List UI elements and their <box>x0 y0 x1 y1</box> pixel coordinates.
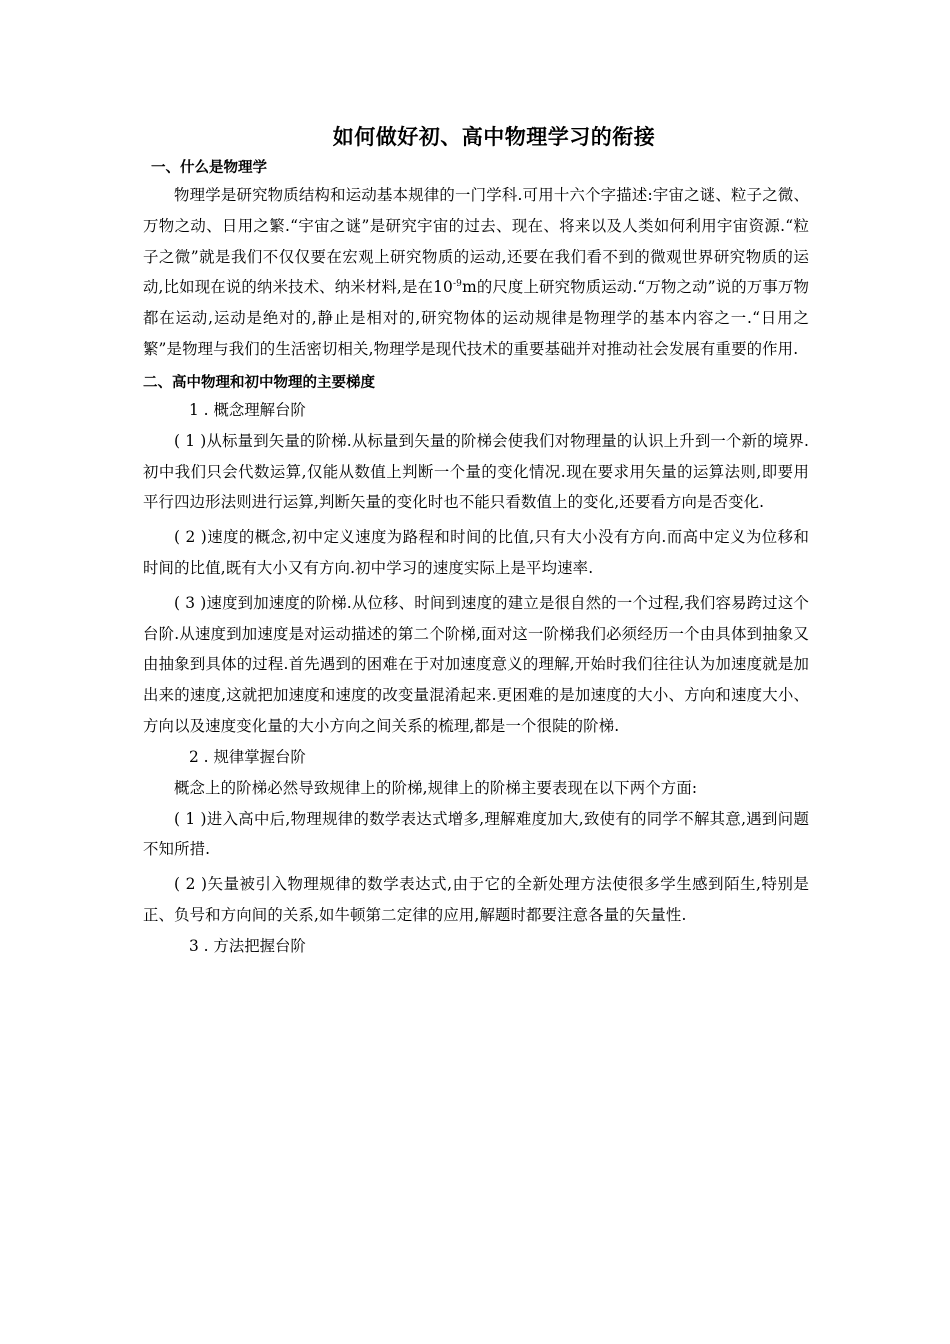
subheading-law-step: 2 . 规律掌握台阶 <box>189 747 306 766</box>
paragraph-velocity-concept: ( 2 )速度的概念,初中定义速度为路程和时间的比值,只有大小没有方向.而高中定义为位移和时间的比值,既有大小又有方向.初中学习的速度实际上是平均速率. <box>143 528 809 577</box>
exponent: -9 <box>452 279 463 290</box>
document-page <box>143 118 809 962</box>
paragraph-law-point-1: ( 1 )进入高中后,物理规律的数学表达式增多,理解难度加大,致使有的同学不解其意,遇到问题不知所措. <box>143 809 809 859</box>
paragraph-law-intro: 概念上的阶梯必然导致规律上的阶梯,规律上的阶梯主要表现在以下两个方面: <box>174 778 698 797</box>
paragraph-text: 物理学是研究物质结构和运动基本规律的一门学科.可用十六个字描述:宇宙之谜、粒子之微、万物之动、日用之繁.“宇宙之谜”是研究宇宙的过去、现在、将来以及人类如何利用宇宙资源.“粒子之微”就是我们不仅仅要在宏观上研究物质的运动,还要在我们看不到的微观世界研究物质的运动,比如现在说的纳米技术、纳米材料,是在10 <box>143 186 809 297</box>
subheading-concept-step: 1 . 概念理解台阶 <box>189 400 306 419</box>
subheading-method-step: 3 . 方法把握台阶 <box>189 936 306 955</box>
paragraph-law-point-2: ( 2 )矢量被引入物理规律的数学表达式,由于它的全新处理方法使很多学生感到陌生,特别是正、负号和方向间的关系,如牛顿第二定律的应用,解题时都要注意各量的矢量性. <box>143 875 809 924</box>
paragraph-acceleration: ( 3 )速度到加速度的阶梯.从位移、时间到速度的建立是很自然的一个过程,我们容易跨过这个台阶.从速度到加速度是对运动描述的第二个阶梯,面对这一阶梯我们必须经历一个由具体到抽象又由抽象到具体的过程.首先遇到的困难在于对加速度意义的理解,开始时我们往往认为加速度就是加出来的速度,这就把加速度和速度的改变量混淆起来.更困难的是加速度的大小、方向和速度大小、方向以及速度变化量的大小方向之间关系的梳理,都是一个很陡的阶梯. <box>143 593 809 735</box>
section-heading-what-is-physics: 一、什么是物理学 <box>151 160 267 176</box>
paragraph-physics-definition <box>143 180 809 365</box>
paragraph-text: m的尺度上研究物质运动.“万物之动”说的万事万物都在运动,运动是绝对的,静止是相对的,研究物体的运动规律是物理学的基本内容之一.“日用之繁”是物理与我们的生活密切相关,物理学是现代技术的重要基础并对推动社会发展有重要的作用. <box>143 278 810 358</box>
document-title: 如何做好初、高中物理学习的衔接 <box>332 125 656 149</box>
section-heading-gradients: 二、高中物理和初中物理的主要梯度 <box>143 374 375 391</box>
paragraph-scalar-vector: ( 1 )从标量到矢量的阶梯.从标量到矢量的阶梯会使我们对物理量的认识上升到一个新的境界.初中我们只会代数运算,仅能从数值上判断一个量的变化情况.现在要求用矢量的运算法则,即要用平行四边形法则进行运算,判断矢量的变化时也不能只看数值上的变化,还要看方向是否变化. <box>143 431 809 512</box>
